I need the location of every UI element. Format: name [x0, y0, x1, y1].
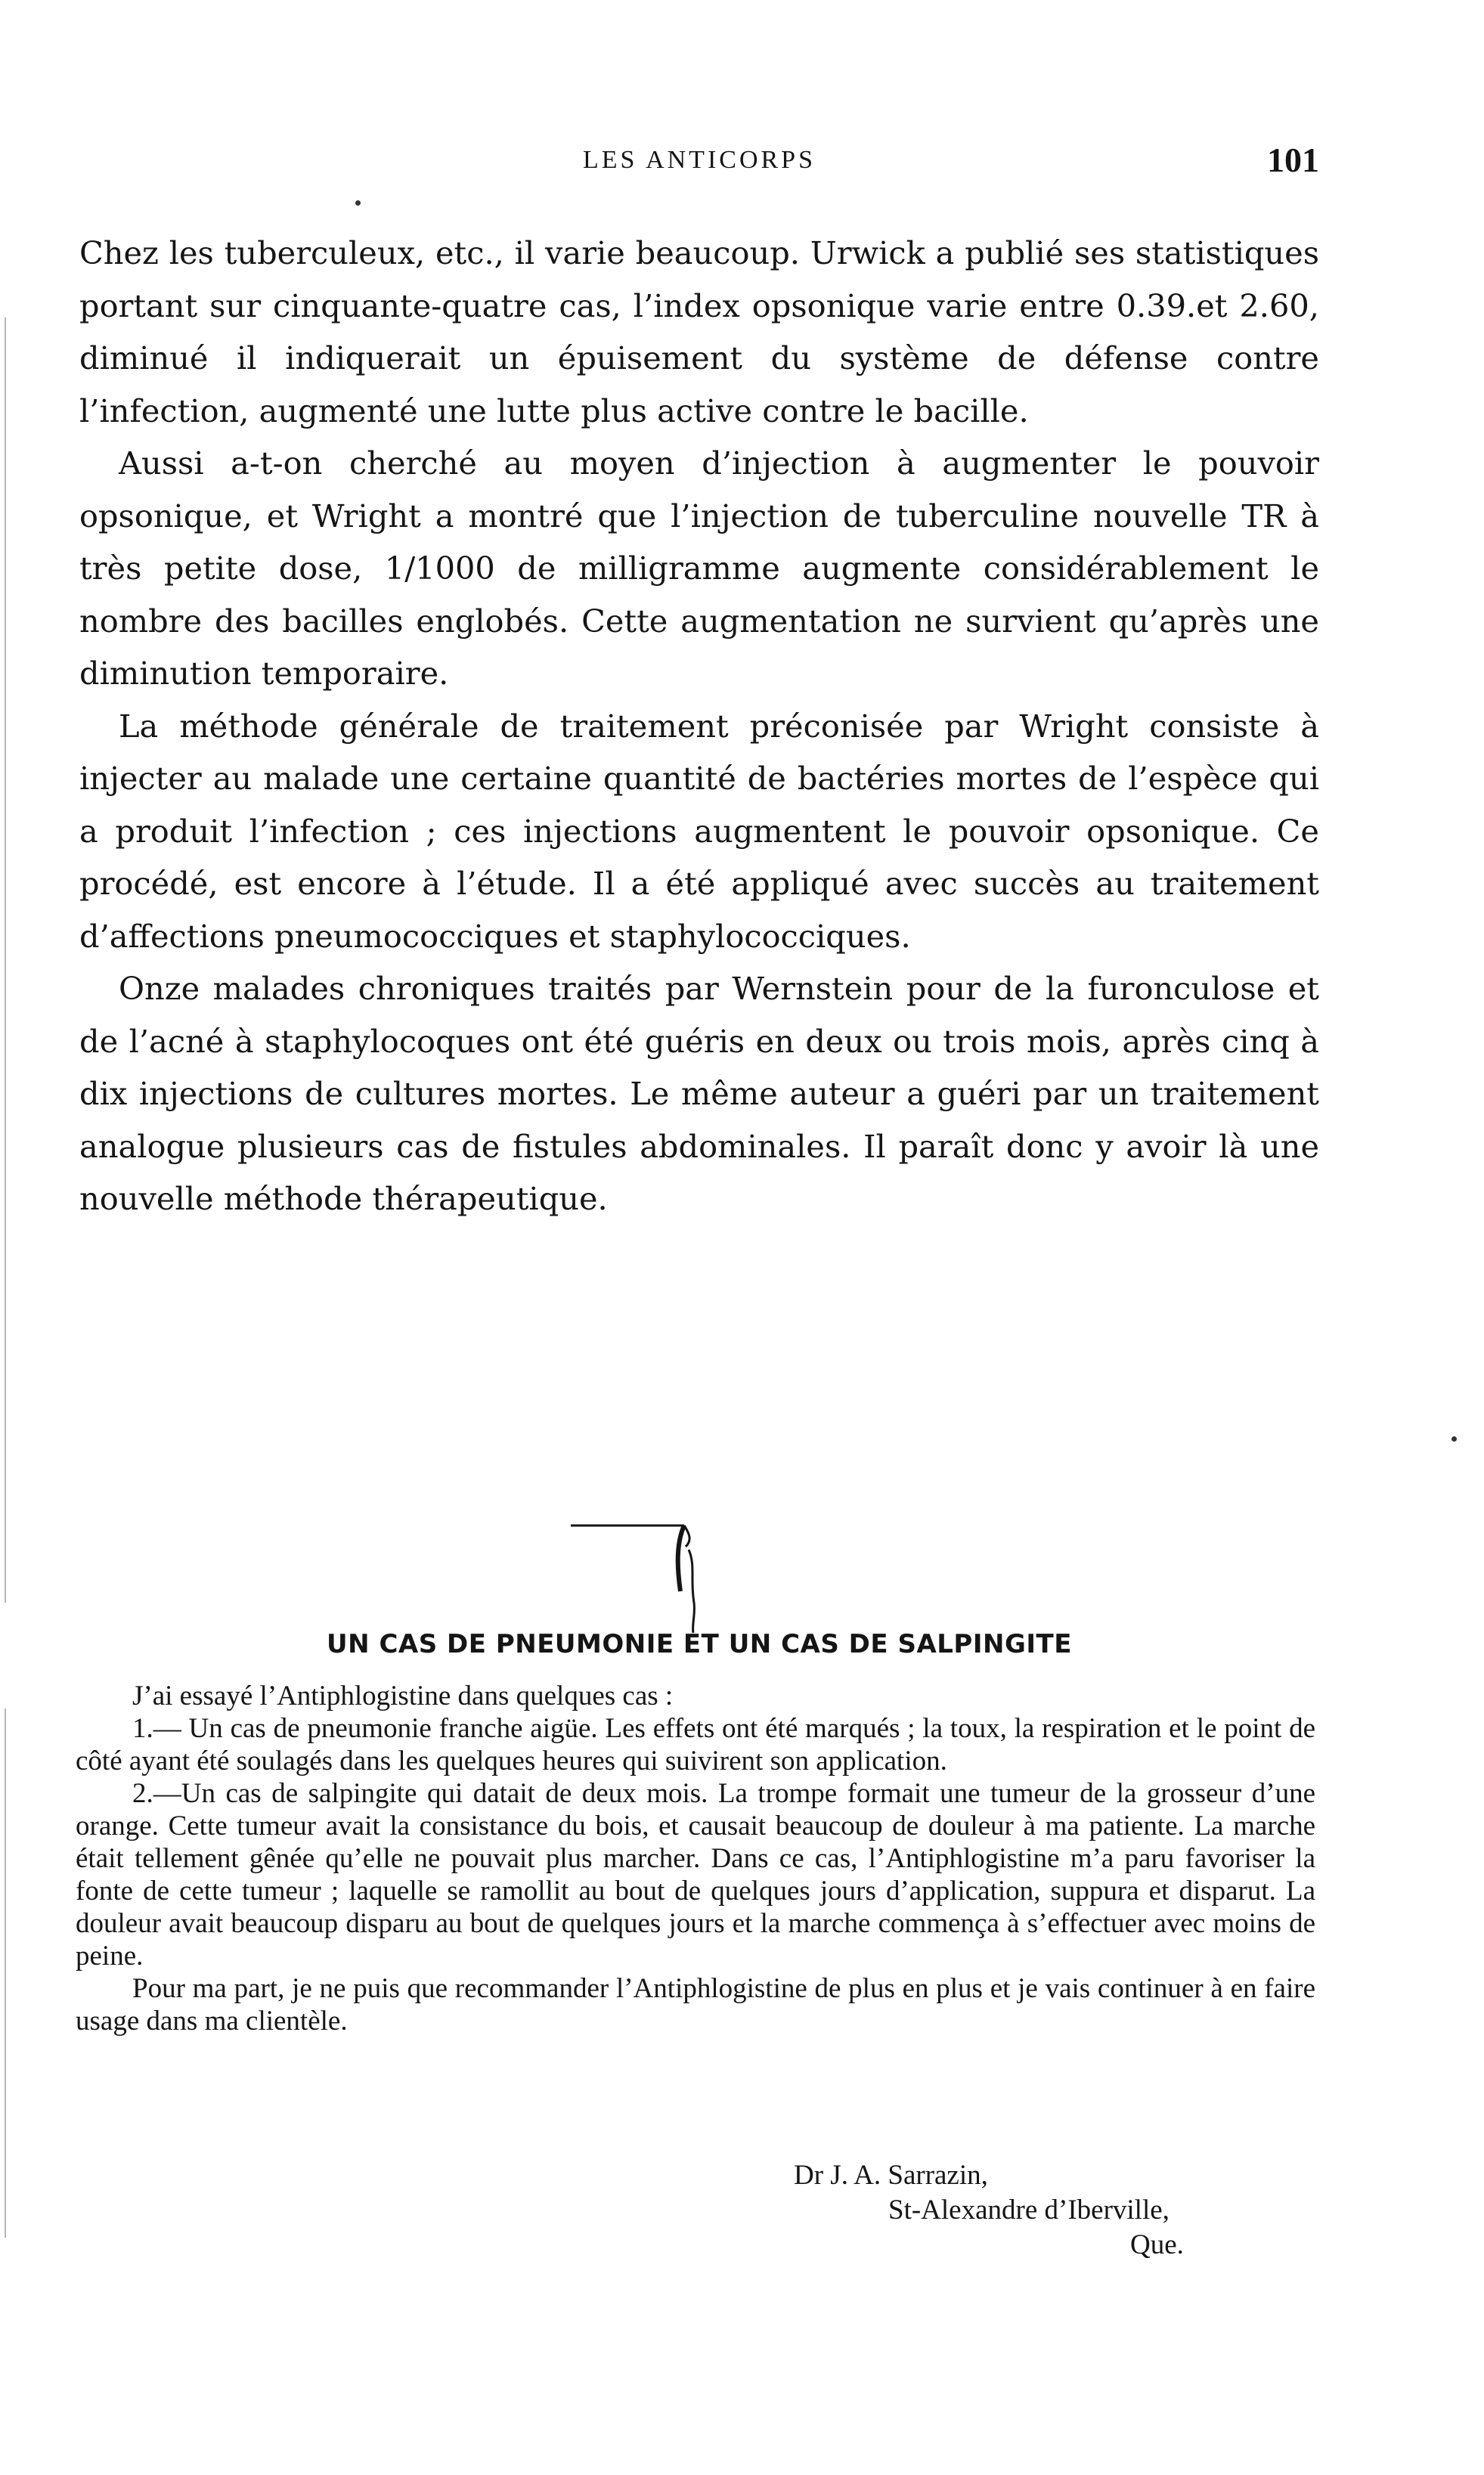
page-number: 101 [1267, 141, 1319, 179]
body-paragraph: La méthode générale de traitement préconisée par Wright consiste à injecter au malade une certaine quantité de bactéries mortes de l’espèce qui a produit l’infection ; ces injections augmentent le pouvoir opsonique. Ce procédé, est encore à l’étude. Il a été appliqué avec succès au traitement d’affections pneumococciques et staphylococciques. [79, 707, 1319, 955]
signature-province: Que. [1130, 2229, 1184, 2260]
article-paragraph: 2.—Un cas de salpingite qui datait de deux mois. La trompe formait une tumeur de la grosseur d’une orange. Cette tumeur avait la consistance du bois, et causait beaucoup de douleur à ma patiente. La marche était tellement gênée qu’elle ne pouvait plus marcher. Dans ce cas, l’Antiphlogistine m’a paru favoriser la fonte de cette tumeur ; laquelle se ramollit au bout de quelques jours d’application, suppura et disparut. La douleur avait beaucoup disparu au bout de quelques jours et la marche commença à s’effectuer avec moins de peine. [76, 1778, 1315, 1972]
article-paragraph: Pour ma part, je ne puis que recommander l’Antiphlogistine de plus en plus et je vais continuer à en faire usage dans ma clientèle. [76, 1973, 1315, 2037]
scan-dot-mark [355, 200, 361, 206]
running-title: LES ANTICORPS [583, 146, 816, 174]
running-head [79, 140, 1319, 193]
article-text [76, 1680, 1315, 2037]
signature-name: Dr J. A. Sarrazin, [794, 2160, 988, 2191]
article-paragraph: 1.— Un cas de pneumonie franche aigüe. Les effets ont été marqués ; la toux, la respiration et le point de côté ayant été soulagés dans les quelques heures qui suivirent son application. [76, 1713, 1315, 1776]
scan-edge-mark [5, 1708, 6, 2238]
body-text [79, 227, 1319, 1225]
article-paragraph: J’ai essayé l’Antiphlogistine dans quelques cas : [132, 1680, 674, 1711]
body-paragraph: Chez les tuberculeux, etc., il varie beaucoup. Urwick a publié ses statistiques portant sur cinquante-quatre cas, l’index opsonique varie entre 0.39.et 2.60, diminué il indiquerait un épuisement du système de défense contre l’infection, augmenté une lutte plus active contre le bacille. [79, 234, 1319, 429]
body-paragraph: Onze malades chroniques traités par Wernstein pour de la furonculose et de l’acné à staphylocoques ont été guéris en deux ou trois mois, après cinq à dix injections de cultures mortes. Le même auteur a guéri par un traitement analogue plusieurs cas de fistules abdominales. Il paraît donc y avoir là une nouvelle méthode thérapeutique. [79, 970, 1319, 1217]
signature-place: St-Alexandre d’Iberville, [888, 2195, 1170, 2226]
section-separator-ornament [571, 1519, 798, 1640]
body-paragraph: Aussi a-t-on cherché au moyen d’injection à augmenter le pouvoir opsonique, et Wright a montré que l’injection de tuberculine nouvelle TR à très petite dose, 1/1000 de milligramme augmente considérablement le nombre des bacilles englobés. Cette augmentation ne survient qu’après une diminution temporaire. [79, 445, 1319, 692]
article-title: UN CAS DE PNEUMONIE ET UN CAS DE SALPINGITE [327, 1629, 1072, 1659]
signature-block [794, 2158, 1323, 2263]
scan-edge-mark [5, 318, 6, 1603]
scan-dot-mark [1451, 1436, 1457, 1442]
